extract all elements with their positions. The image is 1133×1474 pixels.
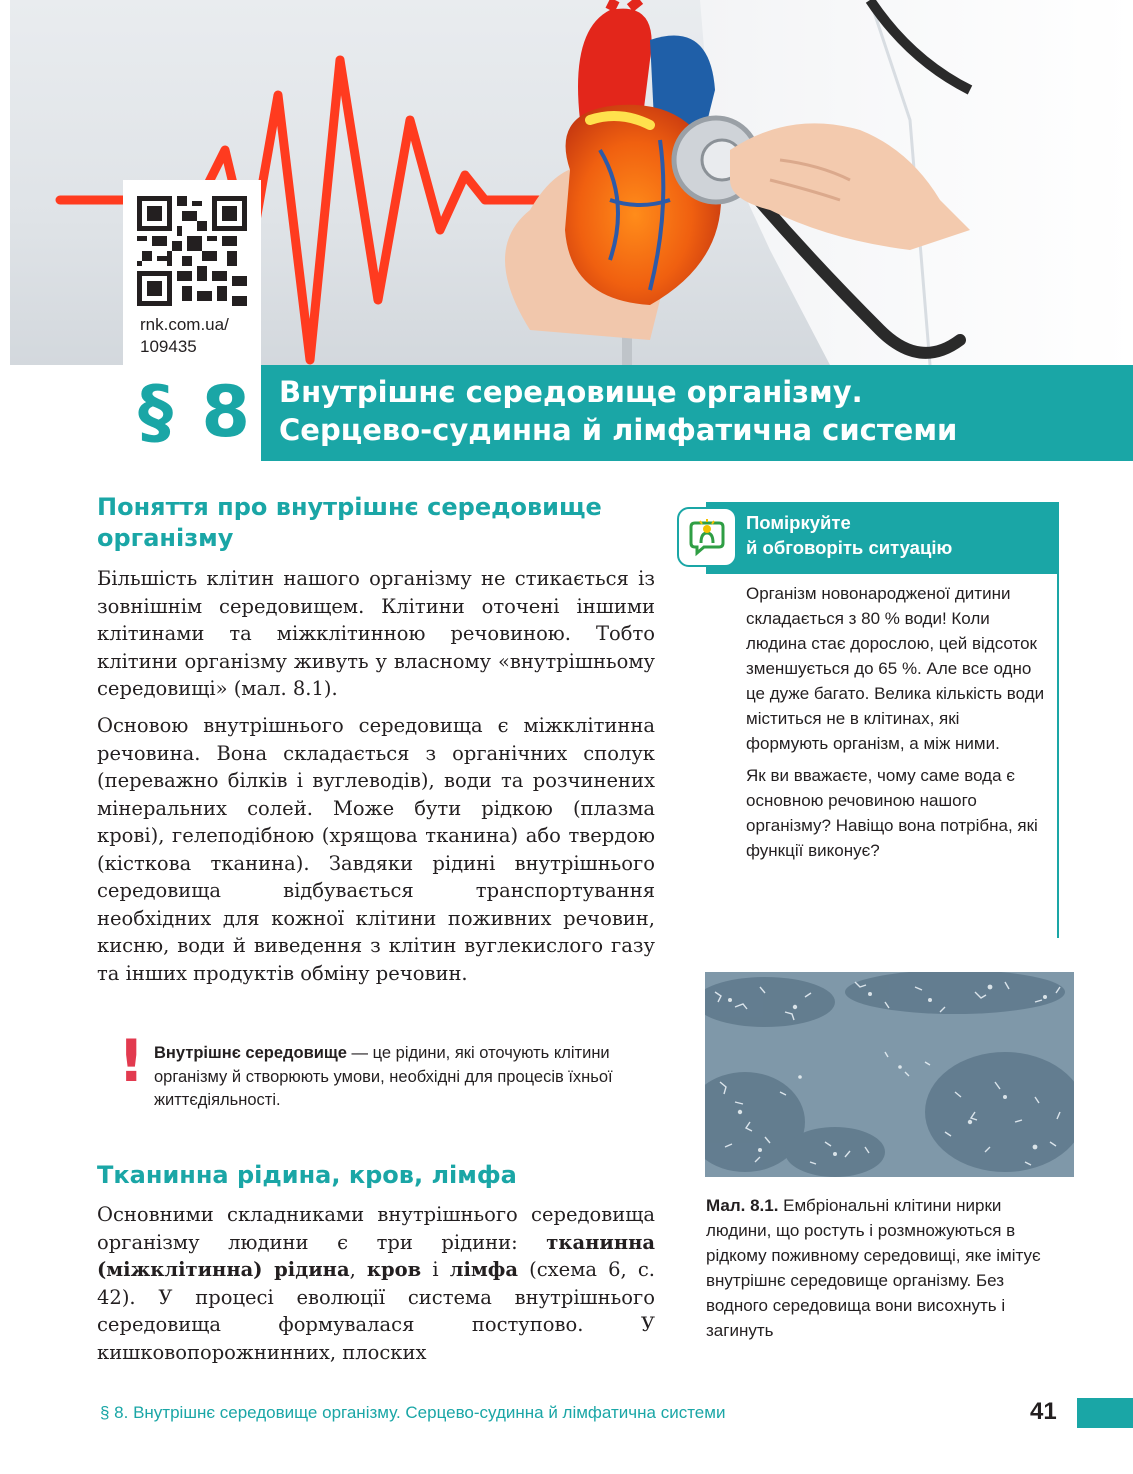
separator-1: , (349, 1258, 367, 1281)
discussion-lightbulb-icon (677, 507, 737, 567)
embryonic-cells-image (705, 972, 1074, 1177)
discussion-text-2: Як ви вважаєте, чому саме вода є основною речовиною нашого організму? Навіщо вона потрібна, які функції виконує? (746, 766, 1038, 860)
discussion-side-line (1057, 574, 1059, 938)
qr-url[interactable] (140, 314, 229, 358)
paragraph-3-end: (схема 6, с. 42). У процесі еволюції система внутрішнього середовища формувалася поступово. У кишковопорожнинних, плоских (97, 1258, 655, 1364)
discussion-title-line1: Поміркуйте (746, 512, 851, 533)
heading-internal-environment (97, 492, 657, 554)
discussion-text (746, 581, 1046, 870)
paragraph-1 (97, 565, 655, 703)
exclamation-icon: ! (118, 1027, 145, 1095)
section-title-line1: Внутрішнє середовище організму. (279, 375, 863, 409)
section-title-band (261, 365, 1133, 461)
discussion-text-1: Організм новонародженої дитини складається з 80 % води! Коли людина стає дорослою, цей відсоток зменшується до 65 %. Але все одно це дуже багато. Велика кількість води міститься не в клітинах, які формують організм, а між ними. (746, 584, 1045, 753)
definition-term: Внутрішнє середовище (154, 1044, 347, 1062)
figure-caption-text: Ембріональні клітини нирки людини, що ростуть і розмножуються в рідкому поживному середовищі, яке імітує внутрішнє середовище організму. Без водного середовища вони висохнуть і загинуть (706, 1196, 1041, 1340)
paragraph-2 (97, 712, 655, 987)
qr-card[interactable] (123, 180, 261, 365)
heading-line1: Поняття про внутрішнє середовище (97, 493, 602, 521)
paragraph-3 (97, 1201, 655, 1366)
separator-2: і (421, 1258, 450, 1281)
discussion-header (706, 502, 1059, 574)
page-number: 41 (1030, 1398, 1057, 1425)
page-tab-bar (1077, 1398, 1133, 1428)
paragraph-3-start: Основними складниками внутрішнього середовища організму людини є три рідини: (97, 1203, 655, 1254)
definition-text: — це рідини, які оточують клітини організму й створюють умови, необхідні для процесів їхньої життєдіяльності. (154, 1044, 613, 1109)
figure-caption (706, 1193, 1066, 1343)
term-blood: кров (366, 1258, 422, 1281)
paragraph-2-text: Основою внутрішнього середовища є міжклітинна речовина. Вона складається з органічних сполук (переважно білків і вуглеводів), води та розчинених мінеральних солей. Може бути рідкою (плазма крові), гелеподібною (хрящова тканина) або твердою (кісткова тканина). Завдяки рідині внутрішнього середовища відбувається транспортування необхідних для кожної клітини поживних речовин, кисню, води й виведення з клітин вуглекислого газу та інших продуктів обміну речовин. (97, 714, 655, 985)
running-footer: § 8. Внутрішнє середовище організму. Серцево-судинна й лімфатична системи (100, 1403, 726, 1422)
term-tissue-fluid: тканинна (міжклітинна) рідина (97, 1230, 655, 1281)
term-lymph: лімфа (449, 1258, 519, 1281)
figure-label: Мал. 8.1. (706, 1196, 779, 1215)
section-title-line2: Серцево-судинна й лімфатична системи (279, 413, 958, 447)
section-number: § 8 (138, 371, 253, 453)
qr-url-line2: 109435 (140, 337, 197, 356)
section-title (279, 373, 957, 449)
discussion-title-line2: й обговоріть ситуацію (746, 537, 953, 558)
paragraph-1-text: Більшість клітин нашого організму не стикається із зовнішнім середовищем. Клітини оточені іншими клітинами та міжклітинною речовиною. Тобто клітини організму живуть у власному «внутрішньому середовищі» (мал. 8.1). (97, 567, 655, 700)
definition-box (154, 1042, 614, 1113)
paragraph-3-text (97, 1201, 655, 1366)
heading-line2: організму (97, 524, 234, 552)
qr-url-line1: rnk.com.ua/ (140, 315, 229, 334)
heading-tissue-fluid: Тканинна рідина, кров, лімфа (97, 1161, 517, 1189)
qr-code-icon[interactable] (137, 196, 247, 306)
discussion-title (746, 510, 952, 560)
